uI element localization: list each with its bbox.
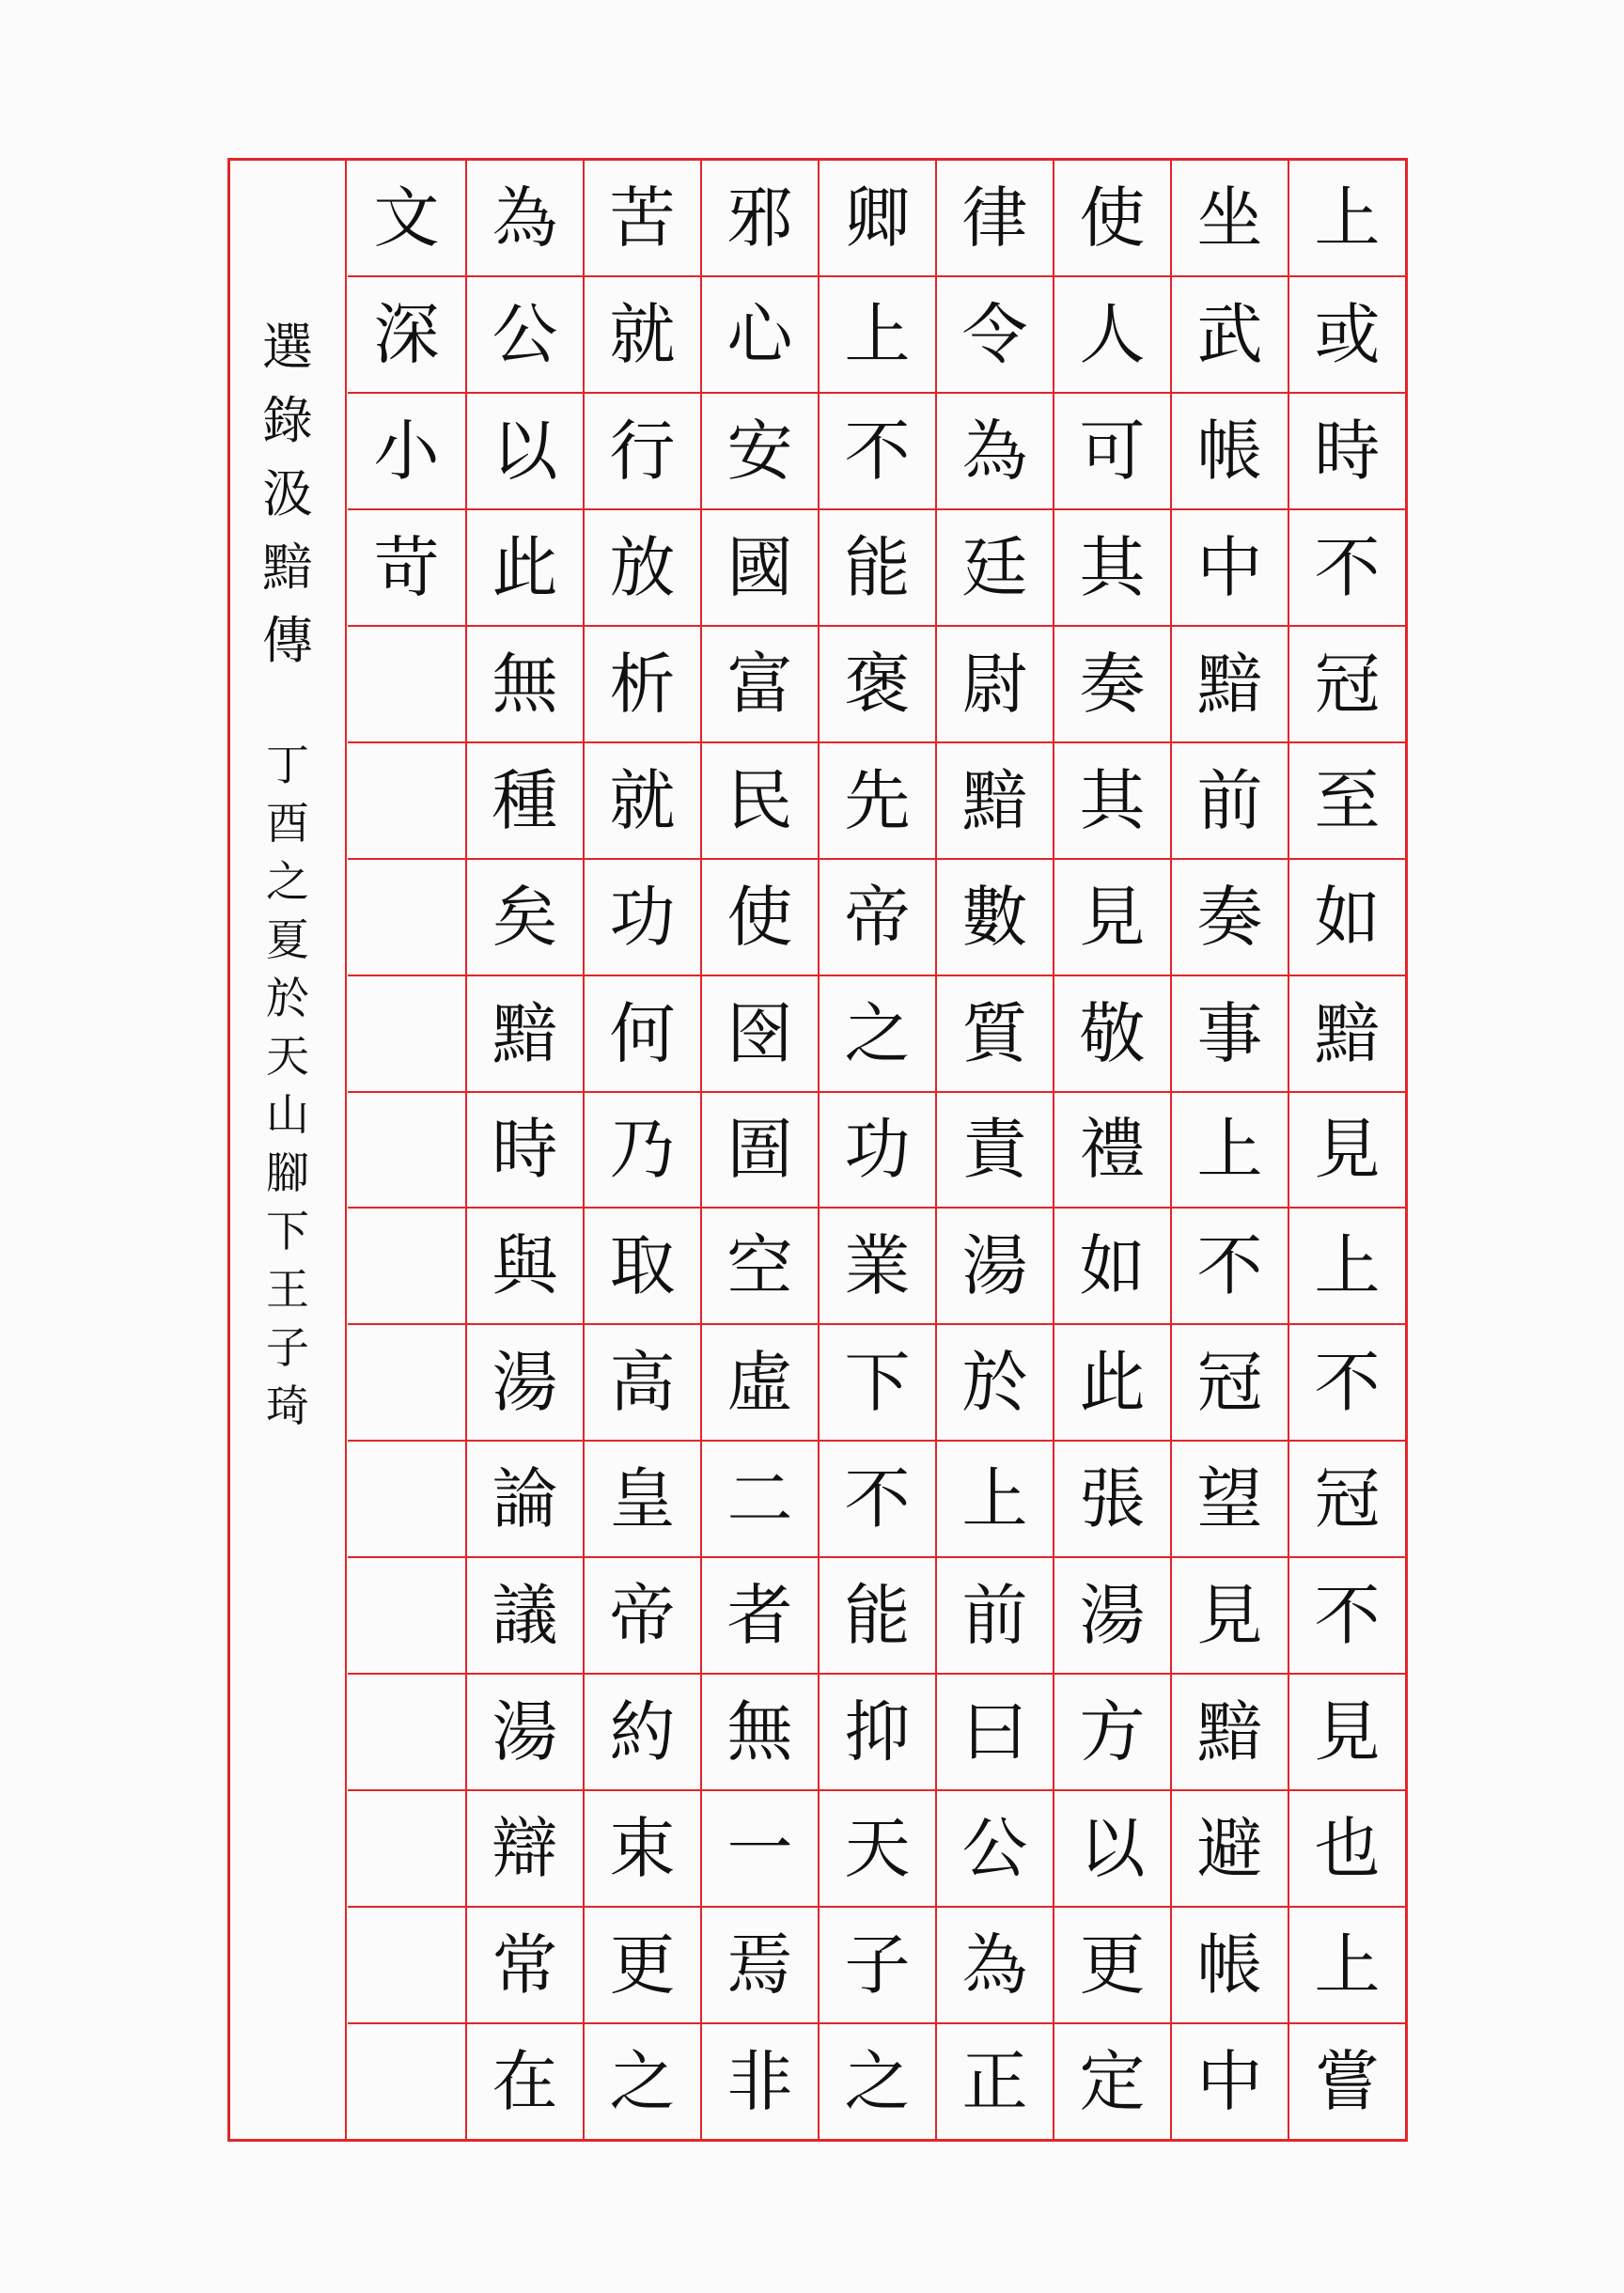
signature-char: 下 xyxy=(266,1206,309,1256)
grid-cell-empty xyxy=(348,1906,465,2022)
signature-char: 王 xyxy=(266,1264,309,1315)
grid-cell-char: 帳 xyxy=(1172,1906,1288,2022)
grid-cell-char: 數 xyxy=(937,858,1053,975)
grid-cell-char: 為 xyxy=(937,1906,1053,2022)
grid-cell-char: 矣 xyxy=(467,858,583,975)
grid-cell-char: 取 xyxy=(585,1207,700,1323)
grid-cell-empty xyxy=(348,625,465,741)
grid-cell-char: 武 xyxy=(1172,275,1288,392)
title-char: 黯 xyxy=(262,538,313,597)
grid-cell-char: 天 xyxy=(820,1789,935,1906)
grid-cell-empty xyxy=(348,2022,465,2139)
grid-cell-char: 以 xyxy=(467,392,583,508)
grid-cell-char: 黯 xyxy=(937,741,1053,858)
grid-cell-char: 冠 xyxy=(1172,1323,1288,1440)
signature-char: 腳 xyxy=(266,1147,309,1198)
grid-cell-char: 張 xyxy=(1054,1440,1170,1556)
grid-cell-char: 不 xyxy=(1289,1323,1405,1440)
grid-cell-char: 二 xyxy=(702,1440,818,1556)
grid-cell-char: 湯 xyxy=(1054,1556,1170,1673)
grid-cell-char: 能 xyxy=(820,508,935,625)
grid-cell-char: 議 xyxy=(467,1556,583,1673)
grid-cell-char: 論 xyxy=(467,1440,583,1556)
grid-column xyxy=(1170,161,1288,2139)
grid-column xyxy=(583,161,700,2139)
grid-cell-char: 上 xyxy=(820,275,935,392)
grid-cell-empty xyxy=(348,1789,465,1906)
grid-cell-char: 析 xyxy=(585,625,700,741)
grid-cell-char: 就 xyxy=(585,275,700,392)
grid-cell-char: 避 xyxy=(1172,1789,1288,1906)
grid-cell-char: 子 xyxy=(820,1906,935,2022)
grid-cell-char: 見 xyxy=(1289,1673,1405,1789)
grid-column xyxy=(1053,161,1170,2139)
grid-cell-char: 時 xyxy=(1289,392,1405,508)
grid-cell-char: 者 xyxy=(702,1556,818,1673)
grid-cell-char: 焉 xyxy=(702,1906,818,2022)
grid-cell-char: 皇 xyxy=(585,1440,700,1556)
grid-cell-char: 此 xyxy=(1054,1323,1170,1440)
grid-cell-char: 時 xyxy=(467,1091,583,1208)
grid-column xyxy=(1288,161,1405,2139)
grid-cell-char: 約 xyxy=(585,1673,700,1789)
grid-cell-char: 抑 xyxy=(820,1673,935,1789)
grid-cell-char: 乃 xyxy=(585,1091,700,1208)
signature-char: 於 xyxy=(266,973,309,1023)
grid-column xyxy=(818,161,935,2139)
grid-cell-char: 嘗 xyxy=(1289,2022,1405,2139)
grid-cell-char: 中 xyxy=(1172,2022,1288,2139)
grid-cell-char: 帳 xyxy=(1172,392,1288,508)
grid-cell-char: 責 xyxy=(937,1091,1053,1208)
grid-cell-char: 功 xyxy=(820,1091,935,1208)
grid-cell-char: 黯 xyxy=(1172,625,1288,741)
grid-column xyxy=(348,161,465,2139)
grid-cell-char: 上 xyxy=(1314,179,1381,257)
grid-cell-char: 湯 xyxy=(467,1323,583,1440)
grid-cell-empty xyxy=(348,1207,465,1323)
signature-char: 山 xyxy=(266,1089,309,1140)
grid-cell-char: 虛 xyxy=(702,1323,818,1440)
grid-cell-char: 見 xyxy=(1054,858,1170,975)
grid-cell-char: 為 xyxy=(937,392,1053,508)
grid-cell-empty xyxy=(348,1091,465,1208)
grid-cell-char: 奏 xyxy=(1172,858,1288,975)
grid-cell-char: 無 xyxy=(702,1673,818,1789)
grid-cell-char: 湯 xyxy=(467,1673,583,1789)
grid-cell-char: 定 xyxy=(1054,2022,1170,2139)
signature-char: 之 xyxy=(266,856,309,907)
grid-cell-char: 上 xyxy=(937,1440,1053,1556)
signature-char: 子 xyxy=(266,1322,309,1373)
grid-cell-char: 苛 xyxy=(348,508,465,625)
grid-cell-char: 見 xyxy=(1289,1091,1405,1208)
grid-cell-empty xyxy=(348,741,465,858)
grid-cell-char: 事 xyxy=(1172,975,1288,1091)
grid-cell-char: 至 xyxy=(1289,741,1405,858)
grid-cell-empty xyxy=(348,1556,465,1673)
grid-cell-char: 方 xyxy=(1054,1673,1170,1789)
grid-cell-char: 中 xyxy=(1172,508,1288,625)
signature-char: 丁 xyxy=(266,740,309,790)
grid-cell-char: 小 xyxy=(348,392,465,508)
grid-cell-char: 邪 xyxy=(726,179,793,257)
grid-cell-char: 空 xyxy=(702,1207,818,1323)
grid-cell-char: 奏 xyxy=(1054,625,1170,741)
grid-cell-char: 苦 xyxy=(609,179,676,257)
grid-cell-char: 之 xyxy=(820,975,935,1091)
grid-cell-char: 深 xyxy=(348,275,465,392)
grid-cell-char: 不 xyxy=(820,1440,935,1556)
grid-cell-char: 高 xyxy=(585,1323,700,1440)
grid-cell-char: 非 xyxy=(702,2022,818,2139)
grid-column xyxy=(700,161,818,2139)
grid-cell-char: 其 xyxy=(1054,508,1170,625)
calligraphy-grid-sheet xyxy=(227,158,1408,2142)
signature-char: 夏 xyxy=(266,914,309,965)
grid-cell-char: 囹 xyxy=(702,975,818,1091)
character-grid xyxy=(347,161,1405,2139)
grid-cell-char: 不 xyxy=(1289,1556,1405,1673)
grid-cell-char: 常 xyxy=(467,1906,583,2022)
colophon-column xyxy=(230,161,347,2139)
grid-cell-char: 功 xyxy=(585,858,700,975)
grid-cell-char: 以 xyxy=(1054,1789,1170,1906)
title-char: 選 xyxy=(262,318,313,377)
grid-cell-char: 湯 xyxy=(937,1207,1053,1323)
grid-cell-char: 何 xyxy=(585,975,700,1091)
grid-cell-char: 卿 xyxy=(844,179,911,257)
grid-cell-char: 黯 xyxy=(467,975,583,1091)
grid-cell-empty xyxy=(348,975,465,1091)
grid-cell-char: 之 xyxy=(820,2022,935,2139)
grid-cell-char: 望 xyxy=(1172,1440,1288,1556)
signature-inscription xyxy=(230,736,345,1435)
grid-cell-char: 先 xyxy=(820,741,935,858)
grid-cell-char: 坐 xyxy=(1196,179,1263,257)
grid-cell-char: 可 xyxy=(1054,392,1170,508)
grid-cell-empty xyxy=(348,1323,465,1440)
grid-cell-char: 業 xyxy=(820,1207,935,1323)
grid-cell-char: 如 xyxy=(1054,1207,1170,1323)
grid-cell-char: 其 xyxy=(1054,741,1170,858)
grid-cell-char: 圄 xyxy=(702,1091,818,1208)
grid-cell-char: 民 xyxy=(702,741,818,858)
grid-cell-char: 公 xyxy=(937,1789,1053,1906)
grid-cell-char: 國 xyxy=(702,508,818,625)
grid-cell-char: 見 xyxy=(1172,1556,1288,1673)
grid-cell-char: 廷 xyxy=(937,508,1053,625)
grid-cell-char: 使 xyxy=(1079,179,1146,257)
grid-cell-char: 人 xyxy=(1054,275,1170,392)
signature-char: 酉 xyxy=(266,798,309,849)
grid-cell-char: 為 xyxy=(492,179,558,257)
grid-cell-char: 曰 xyxy=(937,1673,1053,1789)
grid-cell-char: 上 xyxy=(1289,1906,1405,2022)
grid-cell-char: 冠 xyxy=(1289,625,1405,741)
grid-cell-empty xyxy=(348,858,465,975)
grid-cell-char: 使 xyxy=(702,858,818,975)
grid-cell-char: 安 xyxy=(702,392,818,508)
title-char: 汲 xyxy=(262,464,313,523)
grid-cell-char: 能 xyxy=(820,1556,935,1673)
grid-cell-char: 帝 xyxy=(820,858,935,975)
grid-cell-char: 下 xyxy=(820,1323,935,1440)
grid-cell-char: 更 xyxy=(1054,1906,1170,2022)
grid-cell-char: 在 xyxy=(467,2022,583,2139)
grid-cell-char: 與 xyxy=(467,1207,583,1323)
grid-cell-char: 黯 xyxy=(1289,975,1405,1091)
signature-char: 琦 xyxy=(266,1380,309,1431)
grid-cell-char: 文 xyxy=(373,179,440,257)
grid-cell-char: 富 xyxy=(702,625,818,741)
grid-column xyxy=(935,161,1053,2139)
grid-cell-char: 放 xyxy=(585,508,700,625)
grid-cell-char: 無 xyxy=(467,625,583,741)
grid-cell-char: 上 xyxy=(1289,1207,1405,1323)
title-char: 傳 xyxy=(262,611,313,670)
grid-cell-char: 辯 xyxy=(467,1789,583,1906)
grid-cell-char: 尉 xyxy=(937,625,1053,741)
grid-cell-char: 不 xyxy=(820,392,935,508)
grid-cell-char: 一 xyxy=(702,1789,818,1906)
signature-char: 天 xyxy=(266,1031,309,1082)
grid-column xyxy=(465,161,583,2139)
work-title xyxy=(230,311,345,678)
grid-cell-char: 令 xyxy=(937,275,1053,392)
grid-cell-char: 冠 xyxy=(1289,1440,1405,1556)
grid-cell-char: 不 xyxy=(1289,508,1405,625)
grid-cell-char: 公 xyxy=(467,275,583,392)
grid-cell-char: 種 xyxy=(467,741,583,858)
grid-cell-empty xyxy=(348,1673,465,1789)
grid-cell-char: 前 xyxy=(937,1556,1053,1673)
grid-cell-char: 褒 xyxy=(820,625,935,741)
grid-cell-char: 正 xyxy=(937,2022,1053,2139)
grid-cell-empty xyxy=(348,1440,465,1556)
grid-cell-char: 之 xyxy=(585,2022,700,2139)
grid-cell-char: 就 xyxy=(585,741,700,858)
grid-cell-char: 黯 xyxy=(1172,1673,1288,1789)
grid-cell-char: 也 xyxy=(1289,1789,1405,1906)
grid-cell-char: 前 xyxy=(1172,741,1288,858)
grid-cell-char: 於 xyxy=(937,1323,1053,1440)
grid-cell-char: 行 xyxy=(585,392,700,508)
title-char: 錄 xyxy=(262,391,313,450)
grid-cell-char: 帝 xyxy=(585,1556,700,1673)
grid-cell-char: 或 xyxy=(1289,275,1405,392)
grid-cell-char: 上 xyxy=(1172,1091,1288,1208)
grid-cell-char: 如 xyxy=(1289,858,1405,975)
grid-cell-char: 束 xyxy=(585,1789,700,1906)
grid-cell-char: 質 xyxy=(937,975,1053,1091)
grid-cell-char: 心 xyxy=(702,275,818,392)
grid-cell-char: 更 xyxy=(585,1906,700,2022)
grid-cell-char: 不 xyxy=(1172,1207,1288,1323)
grid-cell-char: 禮 xyxy=(1054,1091,1170,1208)
grid-cell-char: 敬 xyxy=(1054,975,1170,1091)
grid-cell-char: 此 xyxy=(467,508,583,625)
grid-cell-char: 律 xyxy=(961,179,1028,257)
